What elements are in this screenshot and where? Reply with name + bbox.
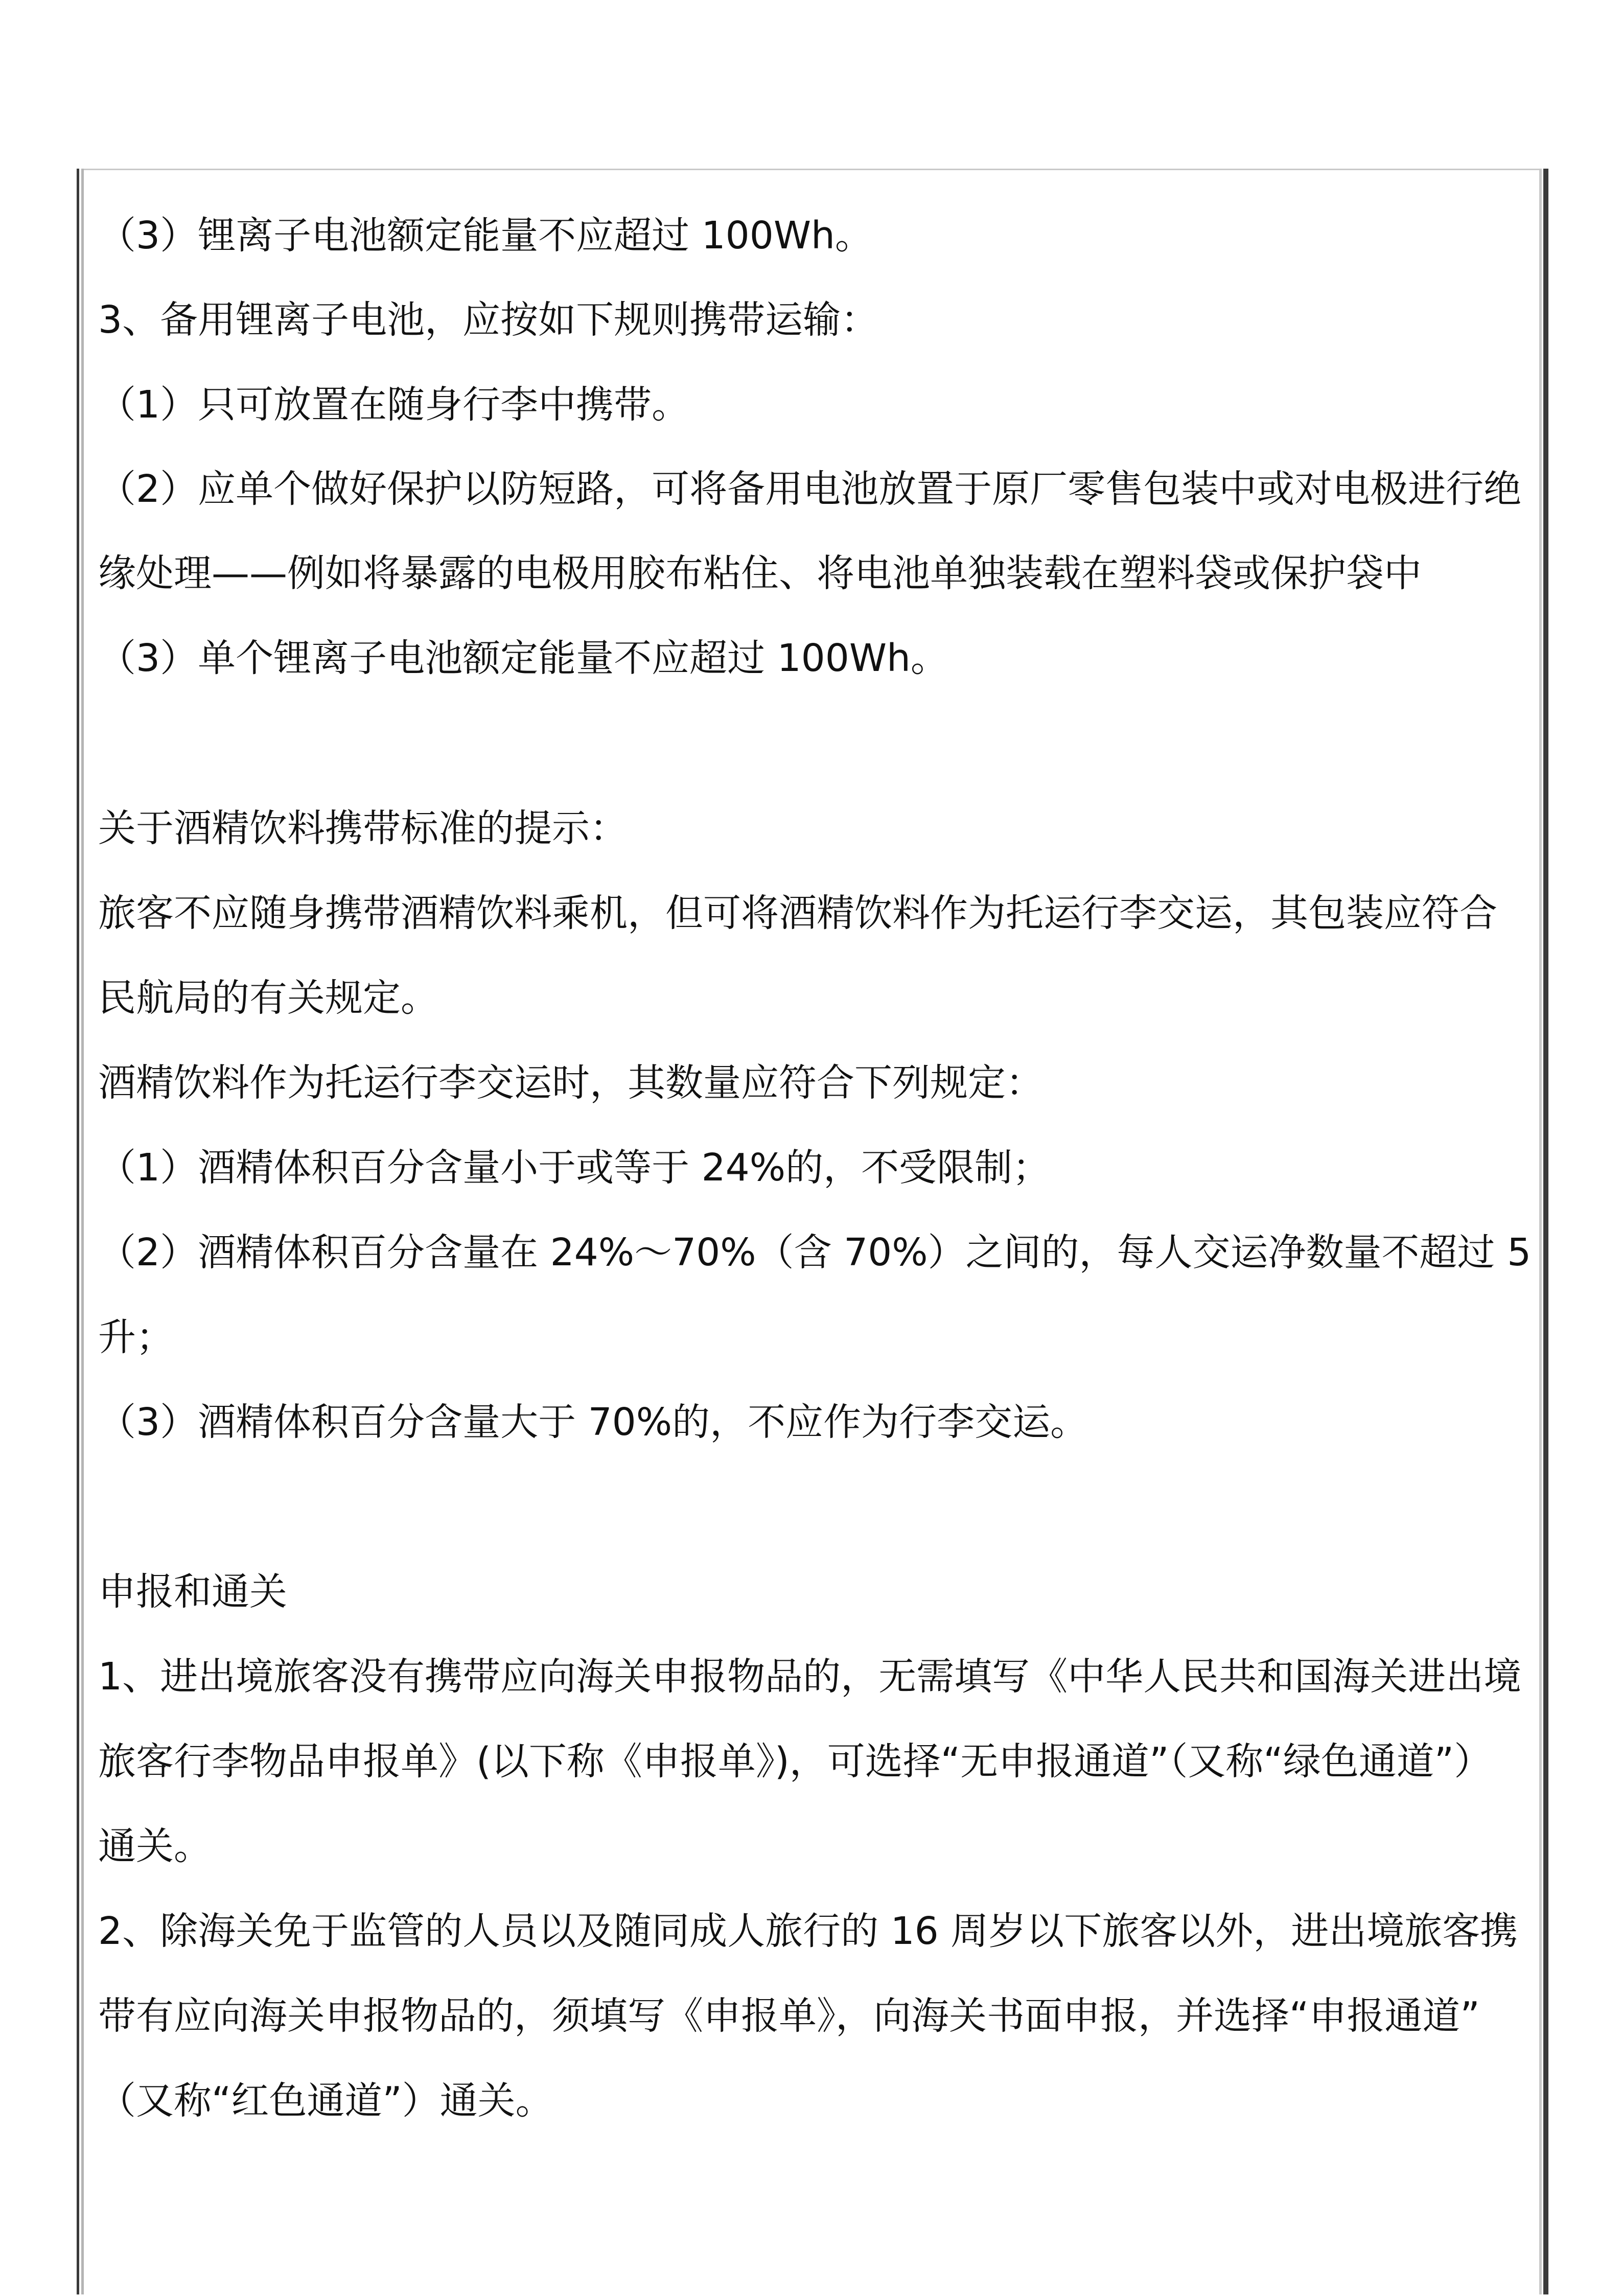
- customs-item-1-line-1: 1、进出境旅客没有携带应向海关申报物品的，无需填写《中华人民共和国海关进出境: [98, 1655, 1522, 1699]
- alcohol-rule-2-line-1: （2）酒精体积百分含量在 24%～70%（含 70%）之间的，每人交运净数量不超过 5: [98, 1231, 1532, 1274]
- battery-item3-energy-limit: （3）锂离子电池额定能量不应超过 100Wh。: [98, 214, 873, 258]
- spare-battery-heading: 3、备用锂离子电池，应按如下规则携带运输：: [98, 298, 879, 342]
- customs-item-2-line-3: （又称“红色通道”）通关。: [98, 2079, 553, 2123]
- customs-item-2-line-1: 2、除海关免于监管的人员以及随同成人旅行的 16 周岁以下旅客以外，进出境旅客携: [98, 1909, 1518, 1953]
- alcohol-rule-2-line-2: 升；: [98, 1315, 174, 1359]
- alcohol-intro-line-1: 旅客不应随身携带酒精饮料乘机，但可将酒精饮料作为托运行李交运，其包装应符合: [98, 891, 1497, 935]
- alcohol-rule-3: （3）酒精体积百分含量大于 70%的，不应作为行李交运。: [98, 1400, 1088, 1444]
- frame-left-border: [77, 169, 84, 2294]
- alcohol-rule-1: （1）酒精体积百分含量小于或等于 24%的，不受限制；: [98, 1146, 1051, 1190]
- spare-battery-rule-1: （1）只可放置在随身行李中携带。: [98, 383, 690, 427]
- alcohol-heading: 关于酒精饮料携带标准的提示：: [98, 806, 628, 850]
- customs-heading: 申报和通关: [98, 1570, 287, 1614]
- alcohol-quantity-heading: 酒精饮料作为托运行李交运时，其数量应符合下列规定：: [98, 1061, 1044, 1105]
- frame-right-border: [1539, 169, 1548, 2294]
- spare-battery-rule-2-line-2: 缘处理——例如将暴露的电极用胶布粘住、将电池单独装载在塑料袋或保护袋中: [98, 551, 1422, 595]
- document-body: [98, 0, 1534, 2294]
- spare-battery-rule-2-line-1: （2）应单个做好保护以防短路，可将备用电池放置于原厂零售包装中或对电极进行绝: [98, 467, 1522, 511]
- alcohol-intro-line-2: 民航局的有关规定。: [98, 976, 438, 1020]
- spare-battery-rule-3: （3）单个锂离子电池额定能量不应超过 100Wh。: [98, 636, 948, 680]
- customs-item-1-line-3: 通关。: [98, 1824, 212, 1868]
- customs-item-1-line-2: 旅客行李物品申报单》(以下称《申报单》)，可选择“无申报通道”（又称“绿色通道”）: [98, 1740, 1492, 1783]
- customs-item-2-line-2: 带有应向海关申报物品的，须填写《申报单》，向海关书面申报，并选择“申报通道”: [98, 1994, 1480, 2038]
